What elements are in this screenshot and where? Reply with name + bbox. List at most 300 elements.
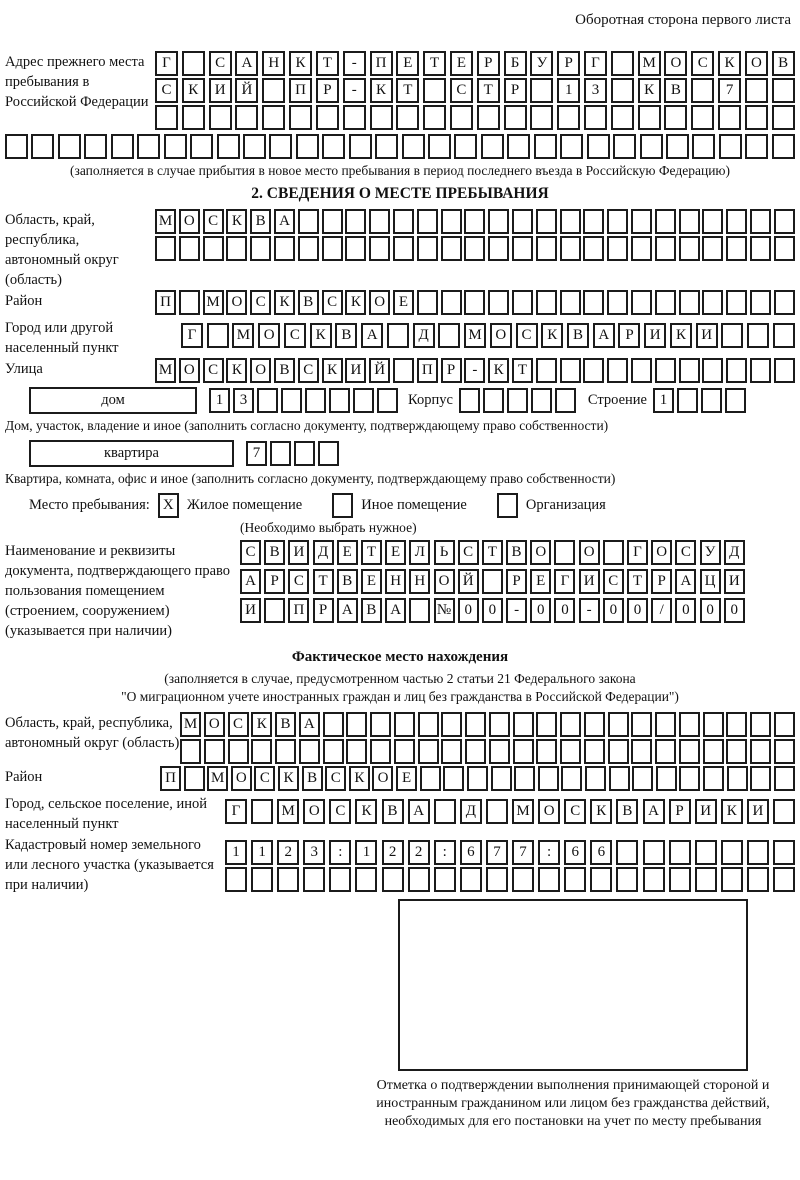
char-cell[interactable]: 7 xyxy=(486,840,508,865)
char-cell[interactable]: К xyxy=(289,51,312,76)
char-cell[interactable]: 0 xyxy=(482,598,503,623)
char-cell[interactable] xyxy=(454,134,477,159)
char-cell[interactable]: Й xyxy=(235,78,258,103)
char-cell[interactable]: М xyxy=(203,290,224,315)
char-cell[interactable] xyxy=(774,236,795,261)
char-cell[interactable] xyxy=(250,236,271,261)
char-cell[interactable] xyxy=(507,388,528,413)
char-cell[interactable]: О xyxy=(231,766,252,791)
char-cell[interactable] xyxy=(226,236,247,261)
char-cell[interactable]: К xyxy=(310,323,332,348)
char-cell[interactable]: В xyxy=(250,209,271,234)
char-cell[interactable]: С xyxy=(240,540,261,565)
char-cell[interactable] xyxy=(560,209,581,234)
char-cell[interactable]: 0 xyxy=(458,598,479,623)
char-cell[interactable]: Е xyxy=(393,290,414,315)
char-cell[interactable] xyxy=(257,388,278,413)
char-cell[interactable] xyxy=(692,134,715,159)
char-cell[interactable]: У xyxy=(530,51,553,76)
char-cell[interactable]: - xyxy=(464,358,485,383)
char-cell[interactable] xyxy=(164,134,187,159)
char-cell[interactable] xyxy=(585,766,606,791)
char-cell[interactable]: Р xyxy=(557,51,580,76)
char-cell[interactable]: 1 xyxy=(557,78,580,103)
checkbox-organization[interactable] xyxy=(497,493,518,518)
char-cell[interactable] xyxy=(394,739,415,764)
char-cell[interactable]: Е xyxy=(361,569,382,594)
char-cell[interactable] xyxy=(631,209,652,234)
char-cell[interactable]: Е xyxy=(396,51,419,76)
char-cell[interactable]: 1 xyxy=(225,840,247,865)
char-cell[interactable]: Г xyxy=(155,51,178,76)
char-cell[interactable] xyxy=(345,236,366,261)
char-cell[interactable] xyxy=(607,209,628,234)
char-cell[interactable]: К xyxy=(718,51,741,76)
char-cell[interactable]: В xyxy=(337,569,358,594)
char-cell[interactable]: О xyxy=(664,51,687,76)
char-cell[interactable]: А xyxy=(235,51,258,76)
char-cell[interactable] xyxy=(664,105,687,130)
char-cell[interactable]: У xyxy=(700,540,721,565)
char-cell[interactable] xyxy=(345,209,366,234)
char-cell[interactable] xyxy=(235,105,258,130)
char-cell[interactable]: К xyxy=(370,78,393,103)
char-cell[interactable] xyxy=(5,134,28,159)
char-cell[interactable] xyxy=(719,134,742,159)
char-cell[interactable]: М xyxy=(277,799,299,824)
char-cell[interactable] xyxy=(726,236,747,261)
char-cell[interactable]: К xyxy=(274,290,295,315)
char-cell[interactable] xyxy=(666,134,689,159)
char-cell[interactable] xyxy=(270,441,291,466)
char-cell[interactable]: 0 xyxy=(627,598,648,623)
char-cell[interactable] xyxy=(679,739,700,764)
char-cell[interactable] xyxy=(281,388,302,413)
char-cell[interactable] xyxy=(530,105,553,130)
char-cell[interactable] xyxy=(554,540,575,565)
char-cell[interactable] xyxy=(441,209,462,234)
char-cell[interactable] xyxy=(488,290,509,315)
char-cell[interactable]: К xyxy=(278,766,299,791)
char-cell[interactable] xyxy=(486,867,508,892)
char-cell[interactable] xyxy=(394,712,415,737)
char-cell[interactable] xyxy=(387,323,409,348)
char-cell[interactable] xyxy=(655,236,676,261)
char-cell[interactable]: А xyxy=(385,598,406,623)
char-cell[interactable]: К xyxy=(721,799,743,824)
char-cell[interactable]: А xyxy=(274,209,295,234)
char-cell[interactable]: К xyxy=(349,766,370,791)
char-cell[interactable]: В xyxy=(275,712,296,737)
char-cell[interactable]: И xyxy=(209,78,232,103)
char-cell[interactable] xyxy=(774,766,795,791)
char-cell[interactable]: С xyxy=(691,51,714,76)
char-cell[interactable]: 1 xyxy=(653,388,674,413)
char-cell[interactable] xyxy=(727,766,748,791)
char-cell[interactable]: Т xyxy=(361,540,382,565)
char-cell[interactable] xyxy=(560,134,583,159)
char-cell[interactable]: В xyxy=(302,766,323,791)
char-cell[interactable] xyxy=(507,134,530,159)
char-cell[interactable] xyxy=(417,236,438,261)
char-cell[interactable]: М xyxy=(512,799,534,824)
char-cell[interactable] xyxy=(423,78,446,103)
char-cell[interactable] xyxy=(289,105,312,130)
char-cell[interactable]: 6 xyxy=(564,840,586,865)
char-cell[interactable]: И xyxy=(696,323,718,348)
char-cell[interactable]: Н xyxy=(409,569,430,594)
char-cell[interactable] xyxy=(616,840,638,865)
char-cell[interactable]: Д xyxy=(724,540,745,565)
char-cell[interactable] xyxy=(262,78,285,103)
char-cell[interactable]: М xyxy=(207,766,228,791)
char-cell[interactable] xyxy=(631,236,652,261)
char-cell[interactable]: К xyxy=(345,290,366,315)
char-cell[interactable] xyxy=(718,105,741,130)
char-cell[interactable]: О xyxy=(579,540,600,565)
char-cell[interactable]: А xyxy=(593,323,615,348)
char-cell[interactable] xyxy=(721,867,743,892)
char-cell[interactable] xyxy=(460,867,482,892)
char-cell[interactable] xyxy=(203,236,224,261)
char-cell[interactable]: Т xyxy=(316,51,339,76)
char-cell[interactable] xyxy=(584,105,607,130)
char-cell[interactable]: - xyxy=(579,598,600,623)
char-cell[interactable]: Р xyxy=(504,78,527,103)
char-cell[interactable]: О xyxy=(369,290,390,315)
char-cell[interactable]: 2 xyxy=(277,840,299,865)
char-cell[interactable]: А xyxy=(408,799,430,824)
char-cell[interactable]: В xyxy=(298,290,319,315)
char-cell[interactable] xyxy=(726,209,747,234)
char-cell[interactable] xyxy=(726,358,747,383)
char-cell[interactable]: В xyxy=(264,540,285,565)
char-cell[interactable]: О xyxy=(250,358,271,383)
char-cell[interactable] xyxy=(322,134,345,159)
char-cell[interactable] xyxy=(322,209,343,234)
char-cell[interactable]: 0 xyxy=(675,598,696,623)
char-cell[interactable] xyxy=(322,236,343,261)
char-cell[interactable] xyxy=(631,290,652,315)
char-cell[interactable] xyxy=(695,840,717,865)
char-cell[interactable] xyxy=(773,840,795,865)
char-cell[interactable]: : xyxy=(434,840,456,865)
char-cell[interactable]: 3 xyxy=(303,840,325,865)
char-cell[interactable]: П xyxy=(417,358,438,383)
char-cell[interactable]: 2 xyxy=(382,840,404,865)
char-cell[interactable]: Р xyxy=(441,358,462,383)
char-cell[interactable] xyxy=(514,766,535,791)
char-cell[interactable]: Р xyxy=(316,78,339,103)
char-cell[interactable] xyxy=(669,840,691,865)
char-cell[interactable]: С xyxy=(329,799,351,824)
char-cell[interactable]: И xyxy=(345,358,366,383)
char-cell[interactable]: С xyxy=(298,358,319,383)
char-cell[interactable] xyxy=(417,209,438,234)
char-cell[interactable]: С xyxy=(564,799,586,824)
char-cell[interactable]: Г xyxy=(627,540,648,565)
char-cell[interactable] xyxy=(536,290,557,315)
char-cell[interactable] xyxy=(643,840,665,865)
char-cell[interactable] xyxy=(584,712,605,737)
char-cell[interactable] xyxy=(677,388,698,413)
char-cell[interactable] xyxy=(370,712,391,737)
char-cell[interactable]: О xyxy=(530,540,551,565)
char-cell[interactable] xyxy=(370,739,391,764)
char-cell[interactable] xyxy=(438,323,460,348)
char-cell[interactable] xyxy=(298,209,319,234)
char-cell[interactable]: А xyxy=(337,598,358,623)
char-cell[interactable] xyxy=(512,290,533,315)
char-cell[interactable]: М xyxy=(464,323,486,348)
char-cell[interactable]: : xyxy=(538,840,560,865)
char-cell[interactable] xyxy=(294,441,315,466)
char-cell[interactable] xyxy=(560,358,581,383)
char-cell[interactable] xyxy=(481,134,504,159)
char-cell[interactable] xyxy=(608,739,629,764)
char-cell[interactable] xyxy=(607,236,628,261)
char-cell[interactable] xyxy=(538,867,560,892)
char-cell[interactable]: № xyxy=(434,598,455,623)
char-cell[interactable] xyxy=(346,739,367,764)
char-cell[interactable] xyxy=(655,290,676,315)
char-cell[interactable]: С xyxy=(603,569,624,594)
char-cell[interactable]: Д xyxy=(413,323,435,348)
char-cell[interactable] xyxy=(418,739,439,764)
char-cell[interactable] xyxy=(441,739,462,764)
char-cell[interactable]: 0 xyxy=(700,598,721,623)
char-cell[interactable] xyxy=(583,236,604,261)
char-cell[interactable] xyxy=(274,236,295,261)
char-cell[interactable] xyxy=(655,739,676,764)
char-cell[interactable] xyxy=(536,739,557,764)
char-cell[interactable] xyxy=(179,236,200,261)
char-cell[interactable] xyxy=(303,867,325,892)
char-cell[interactable] xyxy=(774,290,795,315)
char-cell[interactable] xyxy=(420,766,441,791)
char-cell[interactable]: О xyxy=(745,51,768,76)
char-cell[interactable] xyxy=(465,739,486,764)
char-cell[interactable]: В xyxy=(567,323,589,348)
char-cell[interactable] xyxy=(209,105,232,130)
char-cell[interactable] xyxy=(536,209,557,234)
char-cell[interactable] xyxy=(465,712,486,737)
char-cell[interactable] xyxy=(590,867,612,892)
char-cell[interactable] xyxy=(750,290,771,315)
char-cell[interactable] xyxy=(536,236,557,261)
char-cell[interactable] xyxy=(423,105,446,130)
char-cell[interactable] xyxy=(608,712,629,737)
char-cell[interactable] xyxy=(560,712,581,737)
char-cell[interactable] xyxy=(84,134,107,159)
char-cell[interactable] xyxy=(679,290,700,315)
char-cell[interactable]: Т xyxy=(313,569,334,594)
char-cell[interactable]: К xyxy=(251,712,272,737)
char-cell[interactable]: П xyxy=(288,598,309,623)
char-cell[interactable] xyxy=(488,209,509,234)
char-cell[interactable] xyxy=(305,388,326,413)
char-cell[interactable]: С xyxy=(284,323,306,348)
char-cell[interactable] xyxy=(155,105,178,130)
char-cell[interactable]: С xyxy=(203,358,224,383)
char-cell[interactable] xyxy=(441,712,462,737)
char-cell[interactable]: С xyxy=(254,766,275,791)
char-cell[interactable] xyxy=(349,134,372,159)
char-cell[interactable] xyxy=(408,867,430,892)
char-cell[interactable] xyxy=(323,739,344,764)
char-cell[interactable] xyxy=(726,712,747,737)
char-cell[interactable] xyxy=(396,105,419,130)
char-cell[interactable]: Е xyxy=(396,766,417,791)
char-cell[interactable] xyxy=(434,867,456,892)
char-cell[interactable]: 1 xyxy=(355,840,377,865)
char-cell[interactable] xyxy=(228,739,249,764)
char-cell[interactable]: И xyxy=(288,540,309,565)
char-cell[interactable] xyxy=(353,388,374,413)
char-cell[interactable] xyxy=(489,739,510,764)
char-cell[interactable] xyxy=(483,388,504,413)
char-cell[interactable] xyxy=(750,766,771,791)
char-cell[interactable] xyxy=(561,766,582,791)
char-cell[interactable] xyxy=(631,712,652,737)
char-cell[interactable] xyxy=(774,712,795,737)
char-cell[interactable] xyxy=(370,105,393,130)
char-cell[interactable]: С xyxy=(516,323,538,348)
char-cell[interactable] xyxy=(512,867,534,892)
char-cell[interactable] xyxy=(204,739,225,764)
char-cell[interactable] xyxy=(441,290,462,315)
char-cell[interactable]: 2 xyxy=(408,840,430,865)
char-cell[interactable]: К xyxy=(670,323,692,348)
char-cell[interactable]: Т xyxy=(482,540,503,565)
char-cell[interactable] xyxy=(564,867,586,892)
char-cell[interactable] xyxy=(512,209,533,234)
char-cell[interactable]: О xyxy=(179,358,200,383)
char-cell[interactable] xyxy=(679,236,700,261)
char-cell[interactable] xyxy=(369,236,390,261)
char-cell[interactable]: М xyxy=(155,358,176,383)
char-cell[interactable]: Г xyxy=(584,51,607,76)
char-cell[interactable]: М xyxy=(232,323,254,348)
char-cell[interactable]: И xyxy=(695,799,717,824)
char-cell[interactable]: Н xyxy=(385,569,406,594)
char-cell[interactable] xyxy=(329,388,350,413)
char-cell[interactable]: К xyxy=(322,358,343,383)
char-cell[interactable] xyxy=(323,712,344,737)
char-cell[interactable]: Т xyxy=(477,78,500,103)
char-cell[interactable]: Й xyxy=(458,569,479,594)
char-cell[interactable]: Д xyxy=(313,540,334,565)
char-cell[interactable] xyxy=(441,236,462,261)
char-cell[interactable]: Б xyxy=(504,51,527,76)
char-cell[interactable]: К xyxy=(226,358,247,383)
char-cell[interactable] xyxy=(679,712,700,737)
char-cell[interactable]: Р xyxy=(264,569,285,594)
char-cell[interactable] xyxy=(530,78,553,103)
char-cell[interactable]: Т xyxy=(396,78,419,103)
char-cell[interactable] xyxy=(482,569,503,594)
char-cell[interactable] xyxy=(355,867,377,892)
char-cell[interactable] xyxy=(691,105,714,130)
char-cell[interactable]: Г xyxy=(181,323,203,348)
char-cell[interactable]: Р xyxy=(618,323,640,348)
char-cell[interactable]: П xyxy=(370,51,393,76)
char-cell[interactable] xyxy=(531,388,552,413)
char-cell[interactable]: Е xyxy=(450,51,473,76)
apartment-type-box[interactable]: квартира xyxy=(29,440,234,467)
char-cell[interactable] xyxy=(726,290,747,315)
char-cell[interactable]: 0 xyxy=(530,598,551,623)
char-cell[interactable] xyxy=(316,105,339,130)
char-cell[interactable] xyxy=(375,134,398,159)
char-cell[interactable]: М xyxy=(638,51,661,76)
char-cell[interactable]: О xyxy=(258,323,280,348)
char-cell[interactable]: С xyxy=(228,712,249,737)
char-cell[interactable] xyxy=(402,134,425,159)
char-cell[interactable] xyxy=(702,358,723,383)
char-cell[interactable]: А xyxy=(299,712,320,737)
char-cell[interactable] xyxy=(369,209,390,234)
char-cell[interactable] xyxy=(557,105,580,130)
char-cell[interactable]: 3 xyxy=(584,78,607,103)
char-cell[interactable] xyxy=(726,739,747,764)
char-cell[interactable]: 0 xyxy=(603,598,624,623)
char-cell[interactable] xyxy=(655,358,676,383)
char-cell[interactable]: Р xyxy=(477,51,500,76)
char-cell[interactable] xyxy=(464,209,485,234)
char-cell[interactable]: Р xyxy=(651,569,672,594)
char-cell[interactable]: В xyxy=(772,51,795,76)
char-cell[interactable] xyxy=(701,388,722,413)
char-cell[interactable] xyxy=(750,236,771,261)
char-cell[interactable] xyxy=(695,867,717,892)
char-cell[interactable] xyxy=(560,290,581,315)
char-cell[interactable]: Ц xyxy=(700,569,721,594)
char-cell[interactable] xyxy=(393,209,414,234)
char-cell[interactable]: Е xyxy=(385,540,406,565)
char-cell[interactable]: С xyxy=(203,209,224,234)
char-cell[interactable] xyxy=(225,867,247,892)
char-cell[interactable] xyxy=(111,134,134,159)
char-cell[interactable] xyxy=(329,867,351,892)
char-cell[interactable] xyxy=(534,134,557,159)
char-cell[interactable] xyxy=(343,105,366,130)
char-cell[interactable]: В xyxy=(506,540,527,565)
char-cell[interactable] xyxy=(772,134,795,159)
char-cell[interactable]: О xyxy=(204,712,225,737)
char-cell[interactable] xyxy=(489,712,510,737)
char-cell[interactable]: Ь xyxy=(434,540,455,565)
char-cell[interactable]: - xyxy=(506,598,527,623)
char-cell[interactable] xyxy=(488,236,509,261)
char-cell[interactable]: С xyxy=(325,766,346,791)
char-cell[interactable]: П xyxy=(160,766,181,791)
char-cell[interactable]: В xyxy=(335,323,357,348)
char-cell[interactable] xyxy=(745,78,768,103)
char-cell[interactable]: В xyxy=(274,358,295,383)
char-cell[interactable] xyxy=(450,105,473,130)
char-cell[interactable] xyxy=(560,739,581,764)
char-cell[interactable] xyxy=(298,236,319,261)
char-cell[interactable]: О xyxy=(179,209,200,234)
char-cell[interactable] xyxy=(583,209,604,234)
char-cell[interactable]: А xyxy=(240,569,261,594)
char-cell[interactable] xyxy=(299,739,320,764)
char-cell[interactable] xyxy=(443,766,464,791)
char-cell[interactable] xyxy=(417,290,438,315)
char-cell[interactable]: К xyxy=(638,78,661,103)
char-cell[interactable] xyxy=(609,766,630,791)
